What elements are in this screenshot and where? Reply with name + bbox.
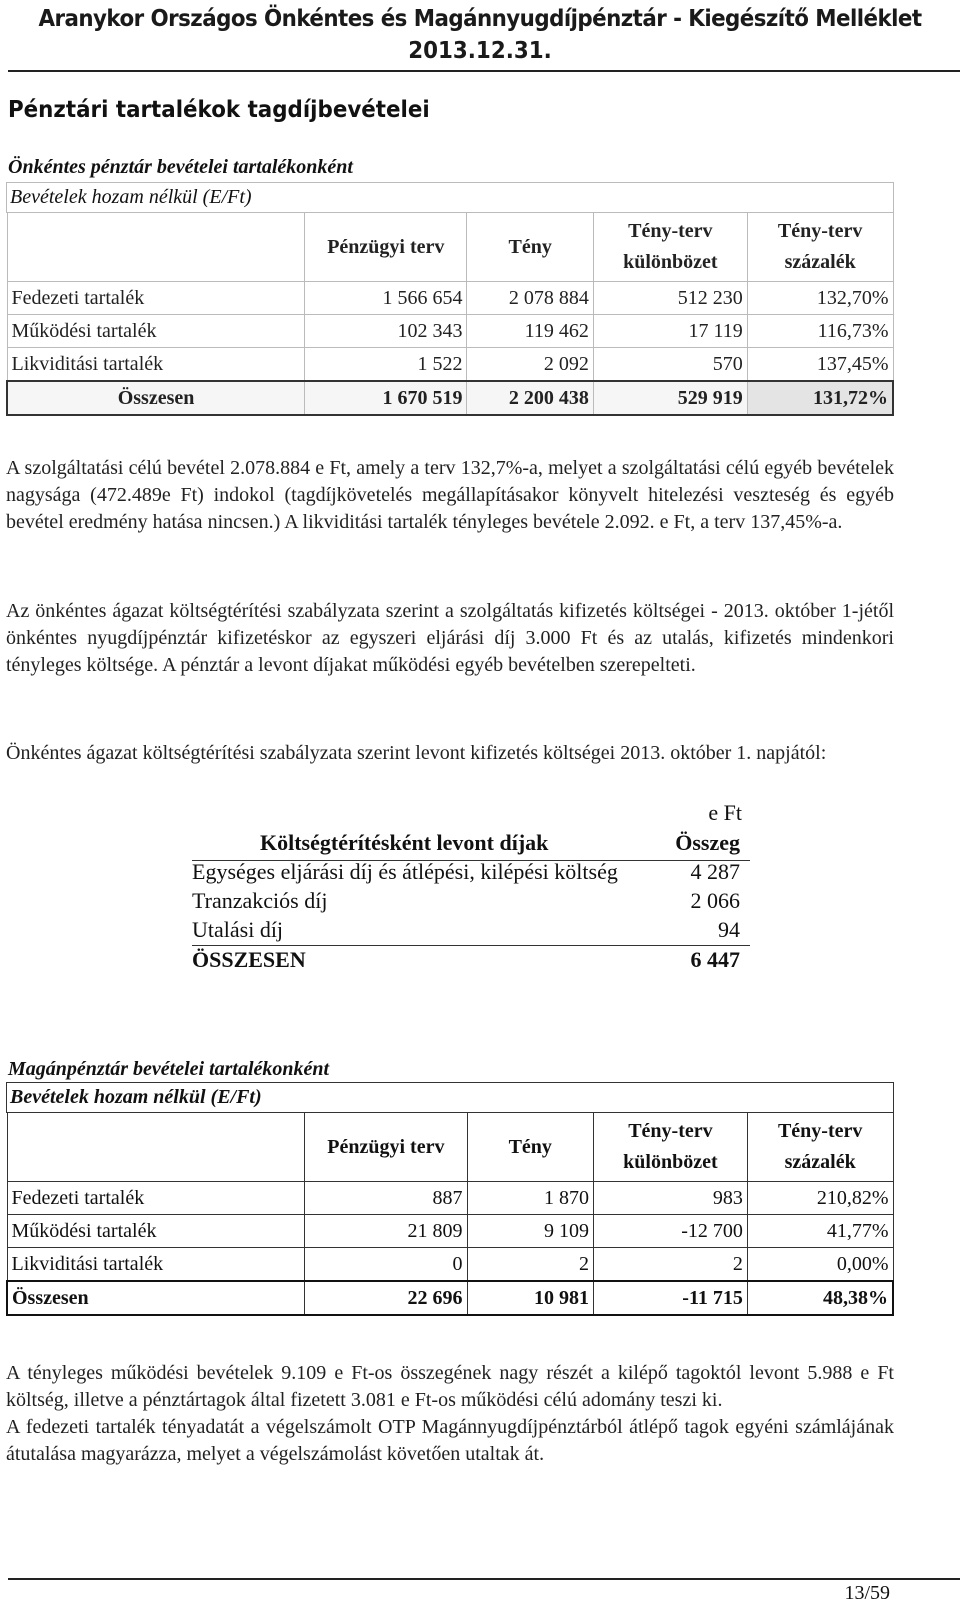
fee-total-value: 6 447 xyxy=(690,947,740,972)
table-total-row xyxy=(7,1281,893,1315)
table-row xyxy=(7,282,893,315)
table-row xyxy=(7,1248,893,1282)
document-header-title: Aranykor Országos Önkéntes és Magánnyugdíjpénztár - Kiegészítő Melléklet xyxy=(38,6,922,32)
cell-fact: 119 462 xyxy=(467,315,593,348)
header-empty-cell xyxy=(7,213,305,282)
cell-fact: 2 092 xyxy=(467,348,593,382)
total-diff: 529 919 xyxy=(593,381,747,415)
row-label: Működési tartalék xyxy=(7,315,305,348)
table-header-row xyxy=(7,213,893,282)
row-label: Likviditási tartalék xyxy=(7,348,305,382)
total-fact: 2 200 438 xyxy=(467,381,593,415)
private-revenue-table xyxy=(6,1112,894,1316)
fee-total-label: ÖSSZESEN xyxy=(192,947,306,972)
cell-pct: 137,45% xyxy=(747,348,893,382)
fee-total-row xyxy=(192,947,750,976)
fee-value: 2 066 xyxy=(690,888,740,913)
cell-diff: 570 xyxy=(593,348,747,382)
row-label: Fedezeti tartalék xyxy=(7,282,305,315)
total-diff: -11 715 xyxy=(593,1281,747,1315)
fee-header-value: Összeg xyxy=(675,830,740,855)
table-row xyxy=(7,1182,893,1215)
header-divider xyxy=(8,70,960,72)
cell-pct: 132,70% xyxy=(747,282,893,315)
private-heading: Magánpénztár bevételei tartalékonként xyxy=(8,1058,330,1080)
row-label: Likviditási tartalék xyxy=(7,1248,305,1282)
paragraph xyxy=(6,1360,894,1468)
cell-plan: 887 xyxy=(305,1182,467,1215)
col-header-pct: Tény-terv százalék xyxy=(747,213,893,282)
paragraph-text: Önkéntes ágazat költségtérítési szabályzata szerint levont kifizetés költségei 2013. október 1. napjától: xyxy=(6,742,827,764)
cell-fact: 2 xyxy=(467,1248,593,1282)
page-number: 13/59 xyxy=(844,1582,890,1604)
fee-value: 4 287 xyxy=(690,859,740,884)
cell-fact: 9 109 xyxy=(467,1215,593,1248)
col-header-pct: Tény-terv százalék xyxy=(747,1113,893,1182)
total-plan: 22 696 xyxy=(305,1281,467,1315)
paragraph xyxy=(6,740,894,767)
table-row xyxy=(7,1215,893,1248)
total-fact: 10 981 xyxy=(467,1281,593,1315)
fee-label: Egységes eljárási díj és átlépési, kilépési költség xyxy=(192,859,618,884)
fee-header-row xyxy=(192,830,750,859)
cell-pct: 41,77% xyxy=(747,1215,893,1248)
cell-diff: 983 xyxy=(593,1182,747,1215)
cell-fact: 2 078 884 xyxy=(467,282,593,315)
private-caption: Bevételek hozam nélkül (E/Ft) xyxy=(10,1086,262,1108)
cell-diff: 17 119 xyxy=(593,315,747,348)
fee-row xyxy=(192,888,750,917)
table-row xyxy=(7,348,893,382)
paragraph-text: A tényleges működési bevételek 9.109 e Ft-os összegének nagy részét a kilépő tagoktól levont 5.988 e Ft költség, illetve a pénztártagok által fizetett 3.081 e Ft-os működési célú adomány teszi ki. xyxy=(6,1362,894,1411)
cell-diff: 2 xyxy=(593,1248,747,1282)
section-title: Pénztári tartalékok tagdíjbevételei xyxy=(8,97,430,123)
total-plan: 1 670 519 xyxy=(305,381,467,415)
row-label: Fedezeti tartalék xyxy=(7,1182,305,1215)
cell-pct: 0,00% xyxy=(747,1248,893,1282)
cell-pct: 116,73% xyxy=(747,315,893,348)
col-header-plan: Pénzügyi terv xyxy=(305,1113,467,1182)
cell-plan: 21 809 xyxy=(305,1215,467,1248)
paragraph-text: A fedezeti tartalék tényadatát a végelszámolt OTP Magánnyugdíjpénztárból átlépő tagok egyéni számlájának átutalása magyarázza, melyet a végelszámolást követően utaltak át. xyxy=(6,1416,894,1465)
footer-divider xyxy=(8,1578,960,1580)
cell-plan: 1 566 654 xyxy=(305,282,467,315)
total-pct: 48,38% xyxy=(747,1281,893,1315)
cell-fact: 1 870 xyxy=(467,1182,593,1215)
cell-diff: -12 700 xyxy=(593,1215,747,1248)
voluntary-caption: Bevételek hozam nélkül (E/Ft) xyxy=(10,186,252,208)
paragraph xyxy=(6,598,894,679)
voluntary-heading: Önkéntes pénztár bevételei tartalékonként xyxy=(8,156,353,178)
fee-total-divider xyxy=(192,945,750,946)
document-header-date: 2013.12.31. xyxy=(408,38,552,64)
fee-label: Tranzakciós díj xyxy=(192,888,328,913)
col-header-diff: Tény-terv különbözet xyxy=(593,1113,747,1182)
fee-header-label: Költségtérítésként levont díjak xyxy=(260,830,549,855)
total-label: Összesen xyxy=(7,381,305,415)
col-header-fact: Tény xyxy=(467,1113,593,1182)
table-row xyxy=(7,315,893,348)
fee-row xyxy=(192,917,750,946)
col-header-plan: Pénzügyi terv xyxy=(305,213,467,282)
col-header-diff: Tény-terv különbözet xyxy=(593,213,747,282)
fee-row xyxy=(192,859,750,888)
cell-pct: 210,82% xyxy=(747,1182,893,1215)
cell-diff: 512 230 xyxy=(593,282,747,315)
row-label: Működési tartalék xyxy=(7,1215,305,1248)
cell-plan: 0 xyxy=(305,1248,467,1282)
fee-unit: e Ft xyxy=(708,800,742,825)
voluntary-revenue-table xyxy=(6,212,894,416)
total-pct: 131,72% xyxy=(747,381,893,415)
fee-label: Utalási díj xyxy=(192,917,284,942)
paragraph xyxy=(6,455,894,536)
header-empty-cell xyxy=(7,1113,305,1182)
cell-plan: 102 343 xyxy=(305,315,467,348)
paragraph-text: Az önkéntes ágazat költségtérítési szabályzata szerint a szolgáltatás kifizetés költségei - 2013. október 1-jétől önkéntes nyugdíjpénztár kifizetéskor az egyszeri eljárási díj 3.000 Ft és az utalás, kifizetés mindenkori tényleges költsége. A pénztár a levont díjakat működési egyéb bevételben szerepelteti. xyxy=(6,600,894,676)
paragraph-text: A szolgáltatási célú bevétel 2.078.884 e Ft, amely a terv 132,7%-a, melyet a szolgáltatási célú egyéb bevételek nagysága (472.489e Ft) indokol (tagdíjkövetelés megállapításakor könyvelt hitelezési veszteség és egyéb bevétel eredmény hatása nincsen.) A likviditási tartalék tényleges bevétele 2.092. e Ft, a terv 137,45%-a. xyxy=(6,457,894,533)
cell-plan: 1 522 xyxy=(305,348,467,382)
total-label: Összesen xyxy=(7,1281,305,1315)
col-header-fact: Tény xyxy=(467,213,593,282)
table-total-row xyxy=(7,381,893,415)
fee-value: 94 xyxy=(718,917,740,942)
table-header-row xyxy=(7,1113,893,1182)
